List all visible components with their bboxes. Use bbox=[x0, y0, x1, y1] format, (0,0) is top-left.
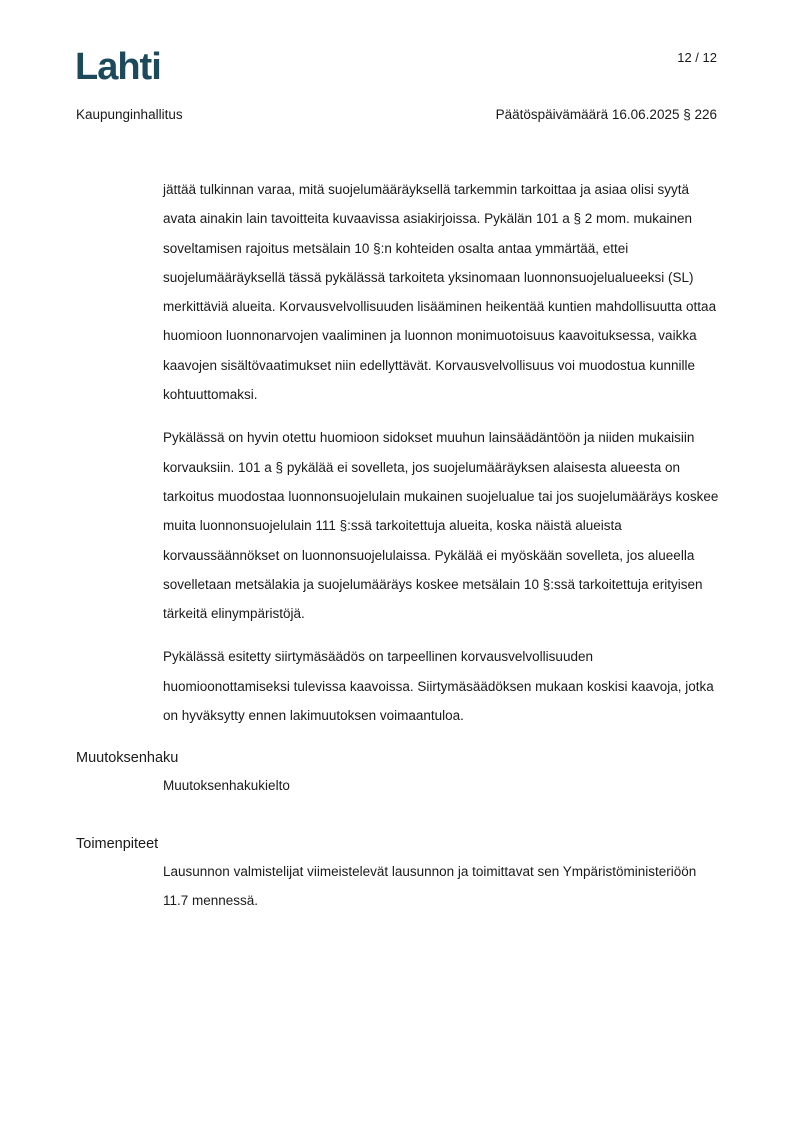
lahti-logo bbox=[75, 46, 167, 82]
page-number: 12 / 12 bbox=[677, 50, 717, 65]
paragraph: Pykälässä esitetty siirtymäsäädös on tarpeellinen korvausvelvollisuuden huomioonottamiseksi tulevissa kaavoissa. Siirtymäsäädöksen mukaan koskisi kaavoja, jotka on hyväksytty ennen lakimuutoksen voimaantuloa. bbox=[163, 649, 714, 724]
section-text-appeal: Muutoksenhakukielto bbox=[163, 778, 290, 793]
section-heading-actions: Toimenpiteet bbox=[76, 836, 159, 852]
svg-text:Lahti: Lahti bbox=[75, 46, 161, 82]
decision-date: Päätöspäivämäärä 16.06.2025 § 226 bbox=[495, 107, 717, 122]
paragraph: Pykälässä on hyvin otettu huomioon sidokset muuhun lainsäädäntöön ja niiden mukaisiin korvauksiin. 101 a § pykälää ei sovelleta, jos suojelumääräyksen alaisesta alueesta on tarkoitus muodostaa luonnonsuojelulain mukainen suojelualue tai jos suojelumääräys koskee muita luonnonsuojelulain 111 §:ssä tarkoitettuja alueita, koska näistä alueista korvaussäännökset on luonnonsuojelulaissa. Pykälää ei myöskään sovelleta, jos alueella sovelletaan metsälakia ja suojelumääräys koskee metsälain 10 §:ssä tarkoitettuja erityisen tärkeitä elinympäristöjä. bbox=[163, 430, 719, 622]
main-body bbox=[163, 175, 723, 744]
section-text-actions: Lausunnon valmistelijat viimeistelevät lausunnon ja toimittavat sen Ympäristöministeriöön 11.7 mennessä. bbox=[163, 864, 697, 908]
section-heading-appeal: Muutoksenhaku bbox=[76, 750, 179, 766]
paragraph: jättää tulkinnan varaa, mitä suojelumääräyksellä tarkemmin tarkoittaa ja asiaa olisi syytä avata ainakin lain tavoitteita kuvaavissa asiakirjoissa. Pykälän 101 a § 2 mom. mukainen soveltamisen rajoitus metsälain 10 §:n kohteiden osalta antaa ymmärtää, ettei suojelumääräyksellä tässä pykälässä tarkoiteta yksinomaan luonnonsuojelualueeksi (SL) merkittäviä alueita. Korvausvelvollisuuden lisääminen heikentää kuntien mahdollisuutta ottaa huomioon luonnonarvojen vaaliminen ja luonnon monimuotoisuus kaavoituksessa, vaikka kaavojen sisältövaatimukset niin edellyttävät. Korvausvelvollisuus voi muodostua kunnille kohtuuttomaksi. bbox=[163, 182, 717, 403]
organization-name: Kaupunginhallitus bbox=[76, 107, 183, 122]
